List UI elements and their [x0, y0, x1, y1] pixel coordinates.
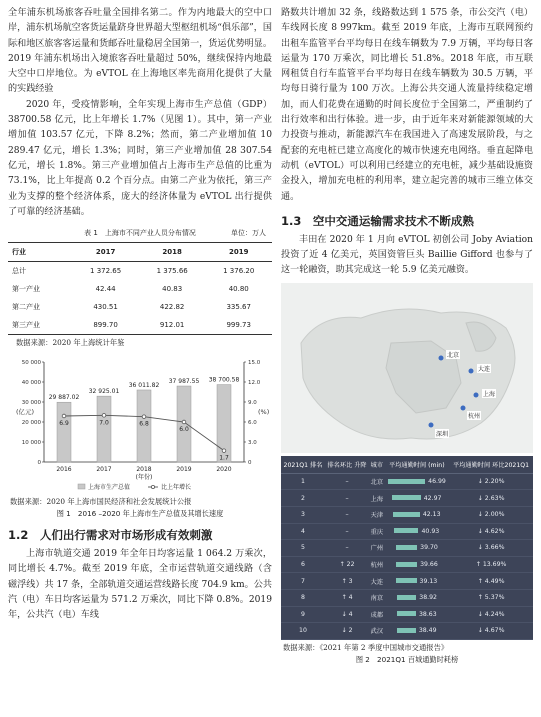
table-header: 2018: [162, 248, 182, 257]
paragraph-gdp: 2020 年，受疫情影响，全年实现上海市生产总值（GDP）38700.58 亿元，比上年增长 1.7%（见图 1）。其中，第一产业增加值 103.57 亿元，下降 8.2%；然而，第二产业增加值 10 289.47 亿元，增长 1.3%；同时，第三产业增加值 28 307.54 亿元，增长 1.8%。第三产业增加值占上海市生产总值的比重为 73.1%，比上年提高 0.2 个百分点。由第二产业为依托，第三产业为支撑的整个经济体系，庞大的经济体量为 eVTOL 出行提供了可靠的经济基础。: [8, 99, 272, 217]
y-tick-label-right: 12.0: [248, 380, 261, 387]
commute-ranking-table: [281, 456, 533, 640]
y-tick-label-right: 3.0: [248, 440, 257, 447]
table-cell: 430.51: [93, 303, 118, 312]
ranking-cell: ↑ 13.69%: [449, 556, 533, 573]
ranking-cell: 6: [281, 556, 325, 573]
growth-point: [142, 415, 146, 419]
table1-source: 数据来源：2020 年上海统计年鉴: [16, 338, 125, 348]
growth-value-label: 6.0: [179, 426, 189, 434]
x-tick-label: 2016: [56, 466, 72, 474]
ranking-cell: 5: [281, 540, 325, 557]
ranking-cell: –: [325, 523, 369, 540]
table-cell: 42.44: [95, 285, 116, 294]
ranking-cell: 大连: [369, 573, 384, 590]
bar-value-label: 38 700.58: [208, 376, 240, 384]
table1-caption: [8, 228, 272, 238]
ranking-cell: ↑ 22: [325, 556, 369, 573]
commute-value: 39.70: [420, 544, 438, 552]
legend-swatch-bar: [78, 484, 85, 489]
ranking-cell: –: [325, 540, 369, 557]
bar-value-label: 37 987.55: [168, 378, 200, 386]
paragraph-transit: 上海市轨道交通 2019 年全年日均客运量 1 064.2 万乘次，同比增长 4.7%。截至 2019 年底，全市运营轨道交通线路（含磁浮线）共 17 条，全部轨道交通运营线路长度 704.9 km。公共汽（电）车日均客运量为 571.2 万乘次，同比下降 0.8%。2019 年，公共汽（电）车线: [8, 549, 272, 621]
table-cell: 1 372.65: [90, 267, 122, 276]
ranking-cell: [385, 540, 450, 557]
map-marker: [474, 392, 479, 397]
china-map: [281, 283, 533, 453]
commute-bar: [397, 595, 417, 600]
ranking-header: 平均通勤时间 (min): [385, 456, 450, 474]
map-label-shenzhen: 深圳: [436, 430, 449, 438]
table-cell: 总计: [12, 267, 26, 276]
ranking-cell: –: [325, 490, 369, 507]
gdp-bar: [97, 396, 111, 462]
table-cell: 999.73: [226, 321, 251, 330]
ranking-row: [281, 623, 533, 640]
table-row: [8, 298, 272, 316]
table-cell: 912.01: [159, 321, 185, 330]
bar-value-label: 32 925.01: [88, 388, 120, 396]
section-1-3-title: 1.3 空中交通运输需求技术不断成熟: [281, 213, 474, 228]
table-cell: 40.83: [162, 285, 183, 294]
ranking-header: 2021Q1 排名: [281, 456, 325, 474]
x-tick-label: 2017: [96, 466, 112, 474]
ranking-cell: 4: [281, 523, 325, 540]
commute-value: 38.92: [419, 594, 437, 602]
ranking-cell: 武汉: [369, 623, 384, 640]
ranking-cell: ↓ 4: [325, 606, 369, 623]
ranking-cell: 1: [281, 473, 325, 490]
ranking-cell: 重庆: [369, 523, 384, 540]
legend-label-bar: 上海市生产总值: [88, 484, 131, 492]
table-header: 行业: [12, 248, 26, 257]
ranking-cell: ↑ 4.49%: [449, 573, 533, 590]
table-cell: 第二产业: [12, 303, 40, 312]
ranking-cell: –: [325, 473, 369, 490]
commute-value: 42.97: [423, 494, 442, 502]
ranking-row: [281, 506, 533, 523]
table-cell: 1 375.66: [156, 267, 188, 276]
y-tick-label-left: 50 000: [21, 360, 41, 367]
ranking-cell: ↓ 2.00%: [449, 506, 533, 523]
legend-marker-line: [151, 486, 154, 489]
growth-point: [102, 414, 106, 418]
table-header: 2017: [95, 248, 116, 257]
commute-value: 38.49: [418, 627, 437, 635]
ranking-cell: 7: [281, 573, 325, 590]
table-cell: 899.70: [93, 321, 118, 330]
ranking-cell: ↓ 4.24%: [449, 606, 533, 623]
ranking-cell: 广州: [369, 540, 384, 557]
ranking-cell: 10: [281, 623, 325, 640]
ranking-cell: ↓ 3.66%: [449, 540, 533, 557]
ranking-cell: ↑ 5.37%: [449, 589, 533, 606]
ranking-row: [281, 540, 533, 557]
paragraph-airport: 全年浦东机场旅客吞吐量全国排名第二。作为内地最大的空中口岸，浦东机场航空客货运量跻身世界超大型枢纽机场“俱乐部”，国际和地区旅客客运量和货邮吞吐量稳居全国第一，货运优势明显。2019 年浦东机场出入境旅客吞吐量超过 50%，继续保持内地最大空中口岸地位。为 eVTOL 在上海地区率先商用化提供了大量的实践经验: [8, 8, 272, 95]
ranking-header: 平均通勤时间 环比2021Q1: [449, 456, 533, 474]
map-marker: [461, 405, 466, 410]
ranking-header: 城市: [369, 456, 384, 474]
commute-bar: [393, 512, 420, 517]
table-cell: 40.80: [228, 285, 249, 294]
ranking-cell: 南京: [369, 589, 384, 606]
ranking-cell: 9: [281, 606, 325, 623]
growth-point: [182, 420, 186, 424]
commute-value: 40.93: [421, 527, 440, 535]
ranking-cell: 杭州: [369, 556, 384, 573]
ranking-cell: [385, 490, 450, 507]
ranking-cell: –: [325, 506, 369, 523]
commute-bar: [396, 545, 417, 550]
ranking-cell: ↓ 2.20%: [449, 473, 533, 490]
paragraph-traffic: 路数共计增加 32 条，线路数达到 1 575 条，市公交汽（电）车线网长度 8 997km。截至 2019 年底，上海市互联网预约出租车监管平台平均每日在线车辆数为 7.9 万辆，平均每日客运量为 170 万乘次，同比增长 51.8%。2018 年底，市互联网租赁自行车监管平台平均每日在线车辆数为 30.5 万辆，平均每日骑行量为 100 万次。上海公共交通人流量持续稳定增加，而人们花费在通勤的时间长度位于全国第二，严重制约了出行效率和出行体验。进一步，由于近年来对新能源领域的大力投资与推动，新能源汽车在我国进入了高速发展阶段，与之配套的充电桩已建立高度化的城市快速充电网络。垂直起降电动机（eVTOL）可以利用已经建立的充电桩，减少基础设施资金投入，增加充电桩的利用率，建立起完善的城市三维立体交通。: [281, 8, 533, 202]
table-cell: 335.67: [226, 303, 251, 312]
y-tick-label-right: 9.0: [248, 400, 257, 407]
industry-table: [8, 242, 272, 335]
commute-bar: [397, 611, 416, 616]
right-column: [281, 6, 533, 665]
ranking-cell: [385, 573, 450, 590]
commute-bar: [396, 562, 417, 567]
map-marker: [469, 368, 474, 373]
table-cell: 第三产业: [12, 321, 40, 330]
ranking-cell: 成都: [369, 606, 384, 623]
ranking-row: [281, 589, 533, 606]
ranking-cell: [385, 556, 450, 573]
ranking-row: [281, 490, 533, 507]
ranking-cell: 8: [281, 589, 325, 606]
y-tick-label-right: 0: [248, 460, 252, 467]
gdp-bar: [57, 402, 71, 462]
ranking-cell: ↓ 2: [325, 623, 369, 640]
paragraph-investment: 丰田在 2020 年 1 月向 eVTOL 初创公司 Joby Aviation 投资了近 4 亿美元，英国资管巨头 Baillie Gifford 也参与了这一轮融资，助其完成这一轮 5.9 亿美元融资。: [281, 234, 533, 276]
ranking-cell: [385, 506, 450, 523]
section-1-2-title: 1.2 人们出行需求对市场形成有效刺激: [8, 528, 213, 543]
commute-bar: [394, 528, 418, 533]
ranking-cell: [385, 473, 450, 490]
commute-value: 38.63: [418, 610, 437, 618]
ranking-row: [281, 473, 533, 490]
table-header: 2019: [228, 248, 249, 257]
legend-label-line: 比上年增长: [161, 484, 192, 492]
figure2-caption: 图 2 2021Q1 百城通勤时耗榜: [355, 654, 459, 664]
growth-value-label: 6.8: [139, 420, 149, 428]
table-row: [8, 280, 272, 298]
ranking-cell: ↓ 4.62%: [449, 523, 533, 540]
table1-unit: 单位：万人: [231, 229, 266, 238]
commute-bar: [388, 479, 425, 484]
commute-value: 42.13: [422, 511, 441, 519]
y-tick-label-left: 10 000: [21, 440, 41, 447]
table-cell: 第一产业: [12, 285, 40, 294]
ranking-cell: 3: [281, 506, 325, 523]
ranking-header-row: [281, 456, 533, 474]
map-marker: [439, 355, 444, 360]
ranking-row: [281, 556, 533, 573]
y-tick-label-left: 30 000: [21, 400, 41, 407]
map-label-shanghai: 上海: [483, 390, 496, 398]
y-tick-label-left: 0: [37, 460, 41, 467]
table1-title: 表 1 上海市不同产业人员分布情况: [84, 229, 196, 238]
ranking-header: 排名环比 升降: [325, 456, 369, 474]
y-tick-label-right: 6.0: [248, 420, 257, 427]
bar-value-label: 36 011.82: [128, 382, 160, 390]
ranking-cell: 2: [281, 490, 325, 507]
ranking-cell: 上海: [369, 490, 384, 507]
ranking-cell: ↓ 2.63%: [449, 490, 533, 507]
map-label-hangzhou: 杭州: [468, 412, 481, 420]
y-tick-label-right: 15.0: [248, 360, 261, 367]
map-graphic: [281, 283, 533, 453]
x-tick-label: 2020: [216, 466, 232, 474]
commute-bar: [396, 578, 416, 583]
map-label-beijing: 北京: [447, 351, 460, 359]
commute-bar: [397, 628, 416, 633]
x-axis-label: (年份): [135, 474, 153, 482]
ranking-cell: [385, 606, 450, 623]
growth-value-label: 7.0: [99, 419, 109, 427]
map-marker: [429, 422, 434, 427]
ranking-cell: 北京: [369, 473, 384, 490]
growth-value-label: 6.9: [59, 420, 69, 428]
table-row: [8, 262, 272, 281]
y-tick-label-left: 40 000: [21, 380, 41, 387]
commute-value: 39.66: [420, 561, 438, 569]
figure1-caption: 图 1 2016 –2020 年上海市生产总值及其增长速度: [56, 509, 224, 519]
ranking-cell: [385, 523, 450, 540]
ranking-cell: 天津: [369, 506, 384, 523]
commute-bar: [392, 495, 421, 500]
ranking-cell: ↑ 3: [325, 573, 369, 590]
bar-value-label: 29 887.02: [48, 394, 80, 402]
left-column: [8, 6, 272, 624]
growth-point: [62, 414, 66, 418]
figure2-source: 数据来源：《2021 年第 2 季度中国城市交通报告》: [283, 642, 449, 652]
growth-value-label: 1.7: [219, 454, 229, 462]
ranking-cell: [385, 589, 450, 606]
table-cell: 422.82: [159, 303, 185, 312]
table-header-row: [8, 243, 272, 262]
map-label-dalian: 大连: [478, 365, 491, 373]
growth-point: [222, 449, 226, 453]
gdp-chart: [8, 354, 272, 494]
table-cell: 1 376.20: [223, 267, 255, 276]
ranking-row: [281, 606, 533, 623]
figure1-source: 数据来源：2020 年上海市国民经济和社会发展统计公报: [10, 497, 192, 507]
x-tick-label: 2018: [136, 466, 152, 474]
y-axis-label-right: (%): [258, 408, 270, 417]
y-tick-label-left: 20 000: [21, 420, 41, 427]
ranking-row: [281, 523, 533, 540]
y-axis-label-left: (亿元): [16, 408, 35, 417]
x-tick-label: 2019: [176, 466, 192, 474]
ranking-cell: ↑ 4: [325, 589, 369, 606]
table-row: [8, 316, 272, 335]
ranking-cell: ↓ 4.67%: [449, 623, 533, 640]
commute-value: 39.13: [419, 577, 438, 585]
commute-value: 46.99: [428, 478, 446, 486]
ranking-row: [281, 573, 533, 590]
ranking-cell: [385, 623, 450, 640]
